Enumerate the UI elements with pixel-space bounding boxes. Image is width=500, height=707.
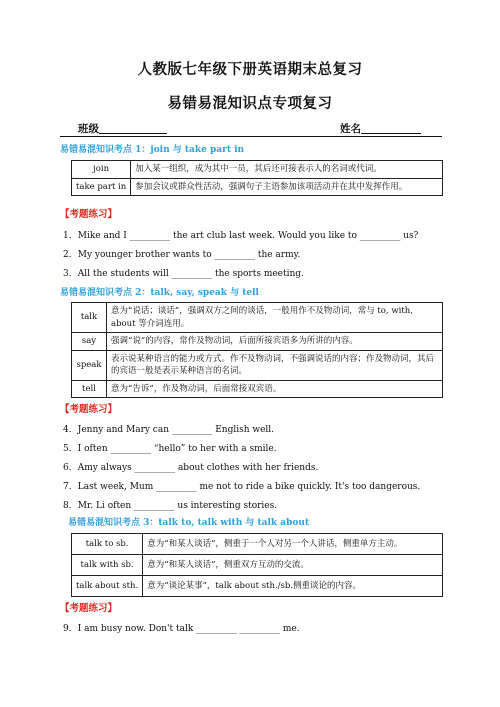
term-cell: say — [72, 333, 107, 351]
desc-cell: 意为“告诉”，作及物动词，后面常接双宾语。 — [107, 380, 443, 398]
name-field[interactable] — [340, 121, 421, 136]
question-9: 9．I am busy now. Don't talk _________ _________ me. — [63, 624, 300, 634]
name-blank[interactable] — [361, 122, 421, 134]
table-row — [72, 350, 443, 380]
document-title: 人教版七年级下册英语期末总复习 — [137, 61, 363, 78]
question-7: 7．Last week, Mum _________ me not to ride a bike quickly. It's too dangerous. — [63, 482, 421, 492]
document-subtitle: 易错易混知识点专项复习 — [167, 95, 333, 112]
question-5: 5．I often _________ “hello” to her with a smile. — [63, 444, 277, 454]
question-2: 2．My younger brother wants to _________ the army. — [63, 250, 301, 260]
practice-label-2: 【考题练习】 — [60, 404, 118, 415]
class-blank[interactable] — [99, 122, 167, 134]
class-label: 班级 — [78, 123, 99, 135]
table-row — [72, 555, 443, 576]
section-3-table — [71, 533, 443, 597]
section-3-heading: 易错易混知识考点 3：talk to, talk with 与 talk about — [68, 518, 310, 528]
question-8: 8．Mr. Li often _________ us interesting stories. — [63, 501, 278, 511]
term-cell: join — [72, 161, 131, 179]
desc-cell: 意为“和某人谈话”，侧重双方互动的交流。 — [143, 555, 443, 576]
section-2-table — [71, 302, 443, 398]
desc-cell: 加入某一组织，成为其中一员，其后还可接表示人的名词或代词。 — [131, 161, 443, 179]
question-3: 3．All the students will _________ the sports meeting. — [63, 269, 304, 279]
term-cell: talk about sth. — [72, 576, 143, 597]
desc-cell: 参加会议或群众性活动，强调句子主语参加该项活动并在其中发挥作用。 — [131, 178, 443, 196]
table-row — [72, 380, 443, 398]
desc-cell: 意为“说话；谈话”，强调双方之间的谈话，一般用作不及物动词，常与 to, with, about 等介词连用。 — [107, 303, 443, 333]
table-row — [72, 576, 443, 597]
desc-cell: 意为“谈论某事”，talk about sth./sb.侧重谈论的内容。 — [143, 576, 443, 597]
term-cell: talk with sb. — [72, 555, 143, 576]
question-1: 1．Mike and I _________ the art club last week. Would you like to _________ us? — [63, 231, 419, 241]
term-cell: talk — [72, 303, 107, 333]
class-field[interactable] — [78, 121, 167, 136]
desc-cell: 表示说某种语言的能力或方式。作不及物动词，不强调说话的内容；作及物动词，其后的宾语一般是表示某种语言的名词。 — [107, 350, 443, 380]
table-row — [72, 178, 443, 196]
term-cell: take part in — [72, 178, 131, 196]
question-4: 4．Jenny and Mary can _________ English well. — [63, 425, 275, 435]
table-row — [72, 333, 443, 351]
table-row — [72, 161, 443, 179]
practice-label-3: 【考题练习】 — [60, 603, 118, 614]
section-1-table — [71, 160, 443, 196]
term-cell: tell — [72, 380, 107, 398]
term-cell: speak — [72, 350, 107, 380]
section-2-heading: 易错易混知识考点 2：talk, say, speak 与 tell — [60, 288, 259, 298]
term-cell: talk to sb. — [72, 534, 143, 555]
question-6: 6．Amy always _________ about clothes with her friends. — [63, 463, 319, 473]
header-divider — [60, 136, 442, 137]
name-label: 姓名 — [340, 123, 361, 135]
practice-label-1: 【考题练习】 — [60, 209, 118, 220]
section-1-heading: 易错易混知识考点 1：join 与 take part in — [60, 145, 245, 155]
desc-cell: 意为“和某人谈话”，侧重于一个人对另一个人讲话，侧重单方主动。 — [143, 534, 443, 555]
table-row — [72, 303, 443, 333]
desc-cell: 强调“说”的内容，常作及物动词，后面所接宾语多为所讲的内容。 — [107, 333, 443, 351]
table-row — [72, 534, 443, 555]
